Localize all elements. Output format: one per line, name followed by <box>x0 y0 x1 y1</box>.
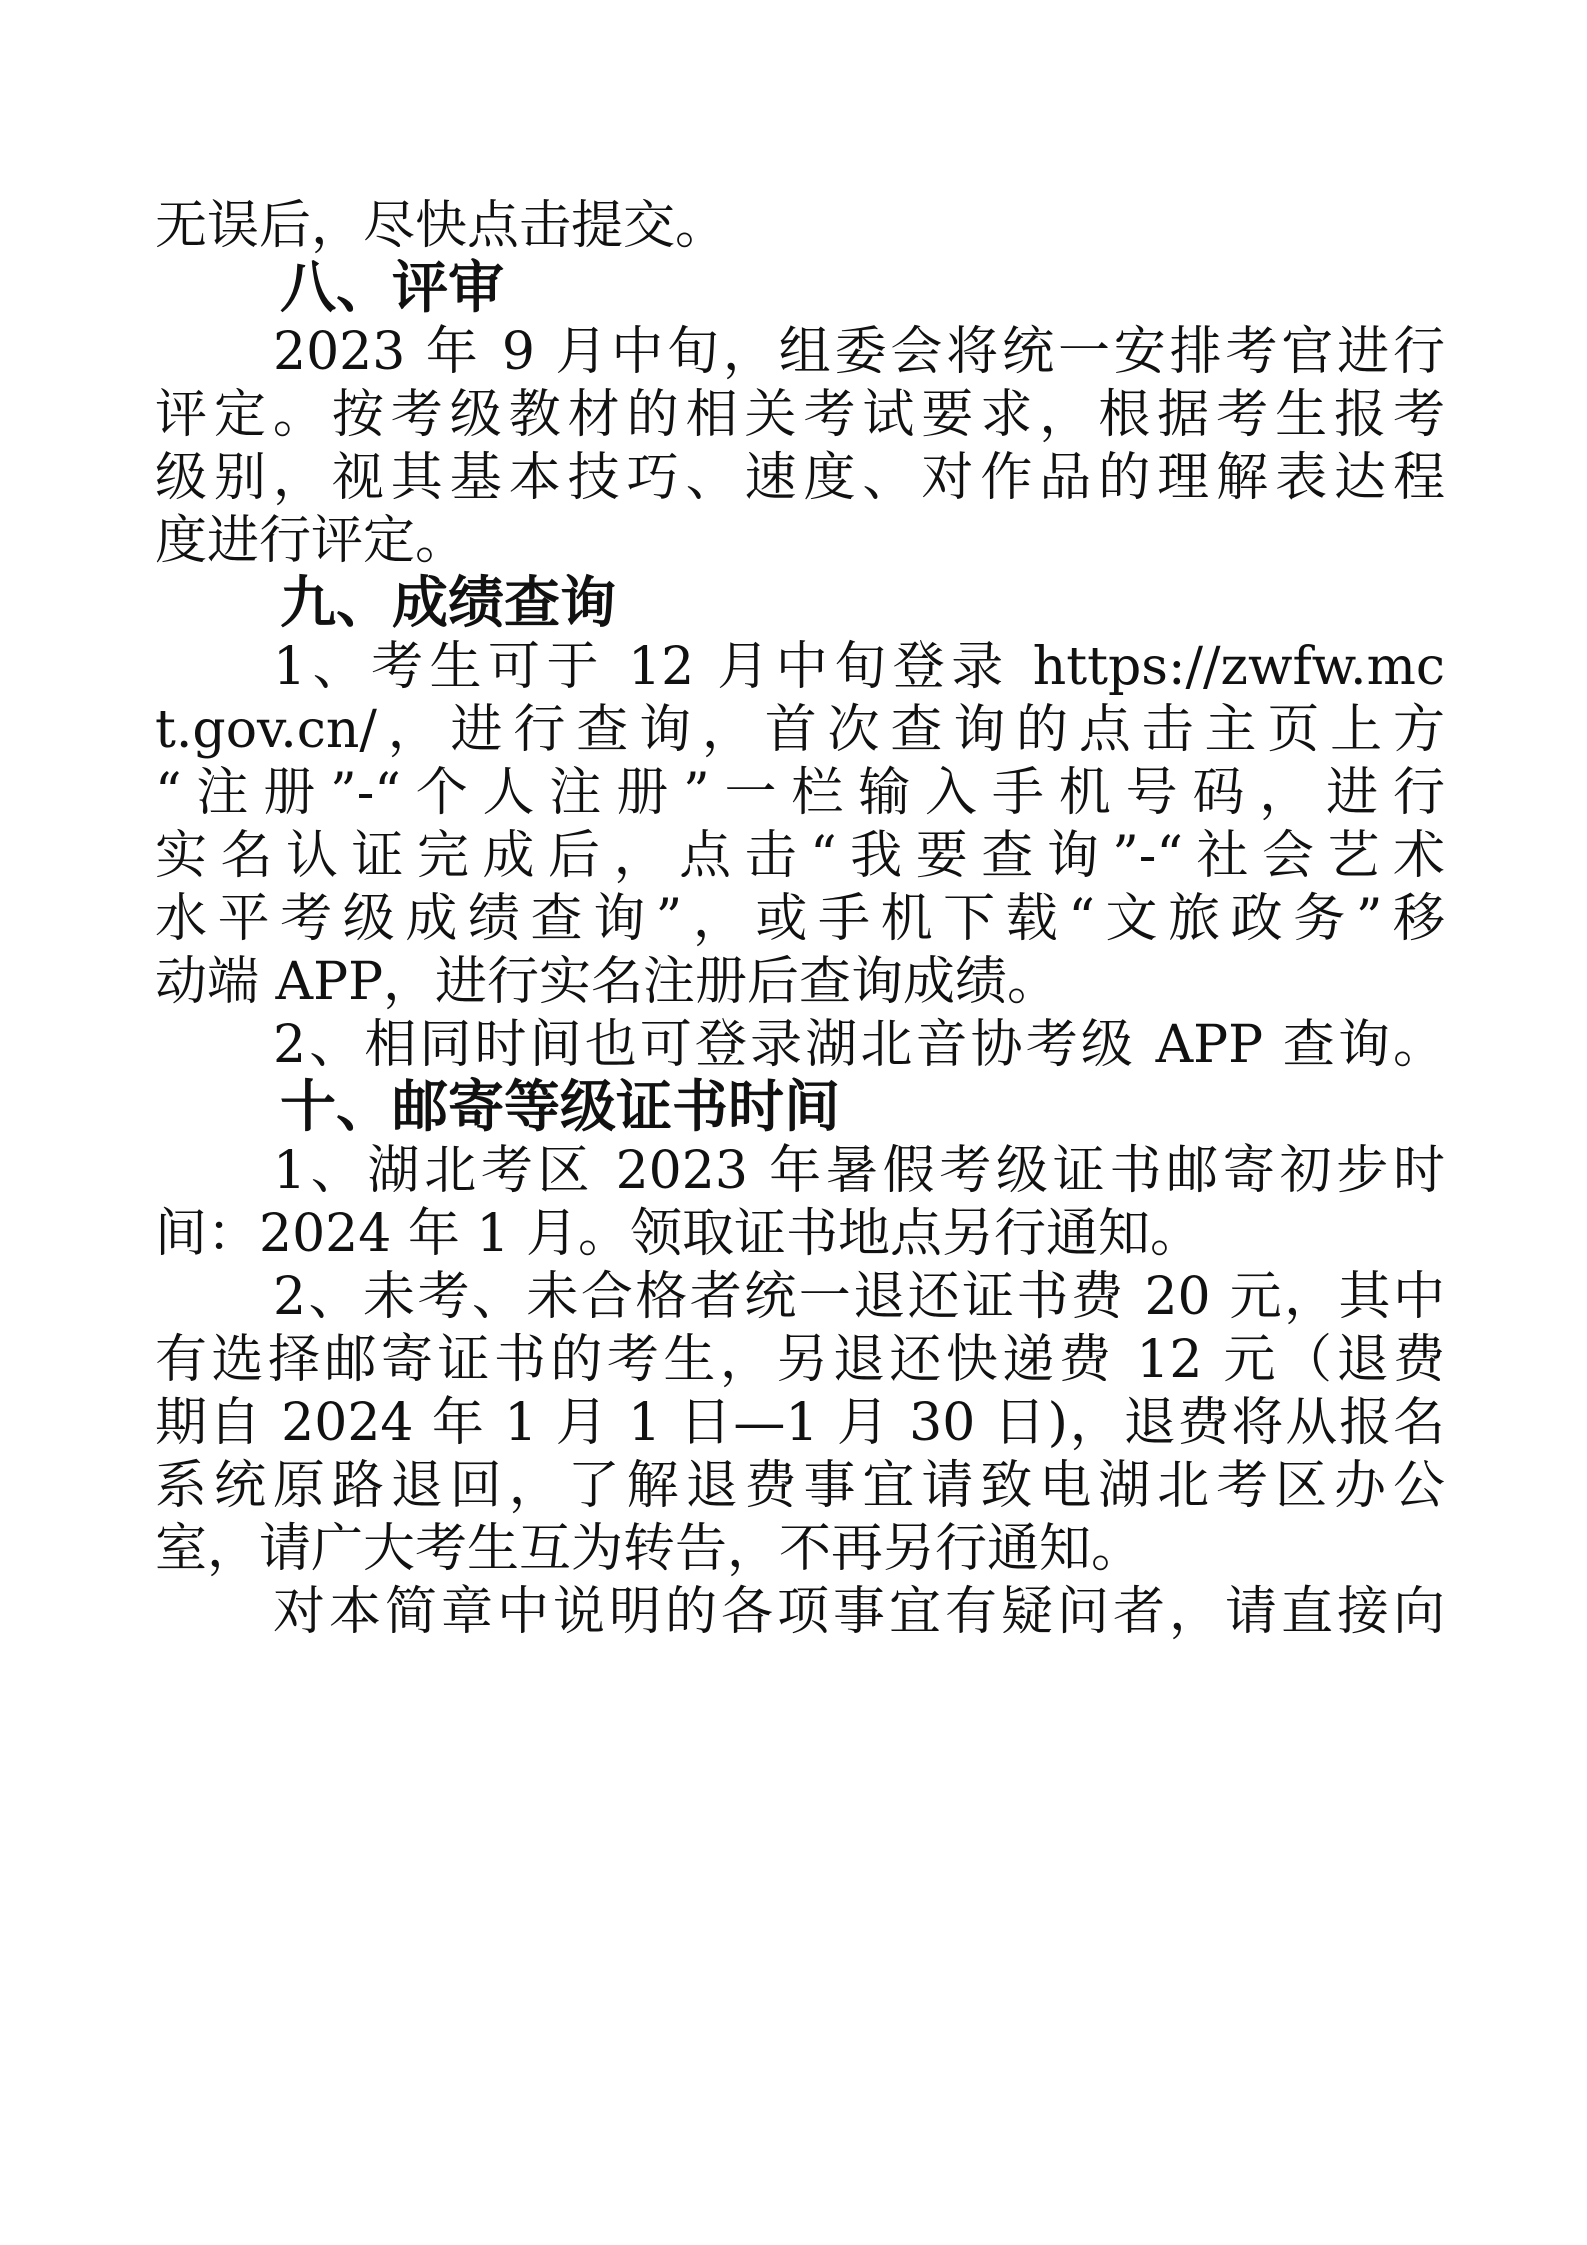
paragraph-line: 度进行评定。 <box>155 511 468 571</box>
paragraph-line: 期自 2024 年 1 月 1 日—1 月 30 日)，退费将从报名 <box>155 1393 1445 1453</box>
paragraph-line: 无误后，尽快点击提交。 <box>155 196 728 256</box>
paragraph-line: 实名认证完成后，点击“我要查询”-“社会艺术 <box>155 826 1445 886</box>
paragraph-line: 2023 年 9 月中旬，组委会将统一安排考官进行 <box>273 322 1445 382</box>
paragraph-line: t.gov.cn/，进行查询，首次查询的点击主页上方 <box>155 700 1445 760</box>
paragraph-line: 动端 APP，进行实名注册后查询成绩。 <box>155 952 1060 1012</box>
paragraph-line: 1、考生可于 12 月中旬登录 https://zwfw.mc <box>273 637 1445 697</box>
paragraph-line: 间：2024 年 1 月。领取证书地点另行通知。 <box>155 1204 1203 1264</box>
paragraph-line: 2、相同时间也可登录湖北音协考级 APP 查询。 <box>273 1015 1445 1075</box>
paragraph-line: 1、湖北考区 2023 年暑假考级证书邮寄初步时 <box>273 1141 1445 1201</box>
document-body <box>155 195 1445 1643</box>
paragraph-line: 室，请广大考生互为转告，不再另行通知。 <box>155 1519 1144 1579</box>
section-heading: 八、评审 <box>280 256 504 321</box>
paragraph-line: 对本简章中说明的各项事宜有疑问者，请直接向 <box>273 1582 1445 1642</box>
paragraph-line: 级别，视其基本技巧、速度、对作品的理解表达程 <box>155 448 1445 508</box>
section-heading: 十、邮寄等级证书时间 <box>280 1075 840 1140</box>
section-heading: 九、成绩查询 <box>280 571 616 636</box>
paragraph-line: 2、未考、未合格者统一退还证书费 20 元，其中 <box>273 1267 1445 1327</box>
paragraph-line: 评定。按考级教材的相关考试要求，根据考生报考 <box>155 385 1445 445</box>
paragraph-line: 系统原路退回，了解退费事宜请致电湖北考区办公 <box>155 1456 1445 1516</box>
paragraph-line: 水平考级成绩查询”，或手机下载“文旅政务”移 <box>155 889 1445 949</box>
paragraph-line: 有选择邮寄证书的考生，另退还快递费 12 元（退费 <box>155 1330 1445 1390</box>
paragraph-line: “注册”-“个人注册”一栏输入手机号码，进行 <box>155 763 1445 823</box>
document-page <box>155 195 1445 1644</box>
